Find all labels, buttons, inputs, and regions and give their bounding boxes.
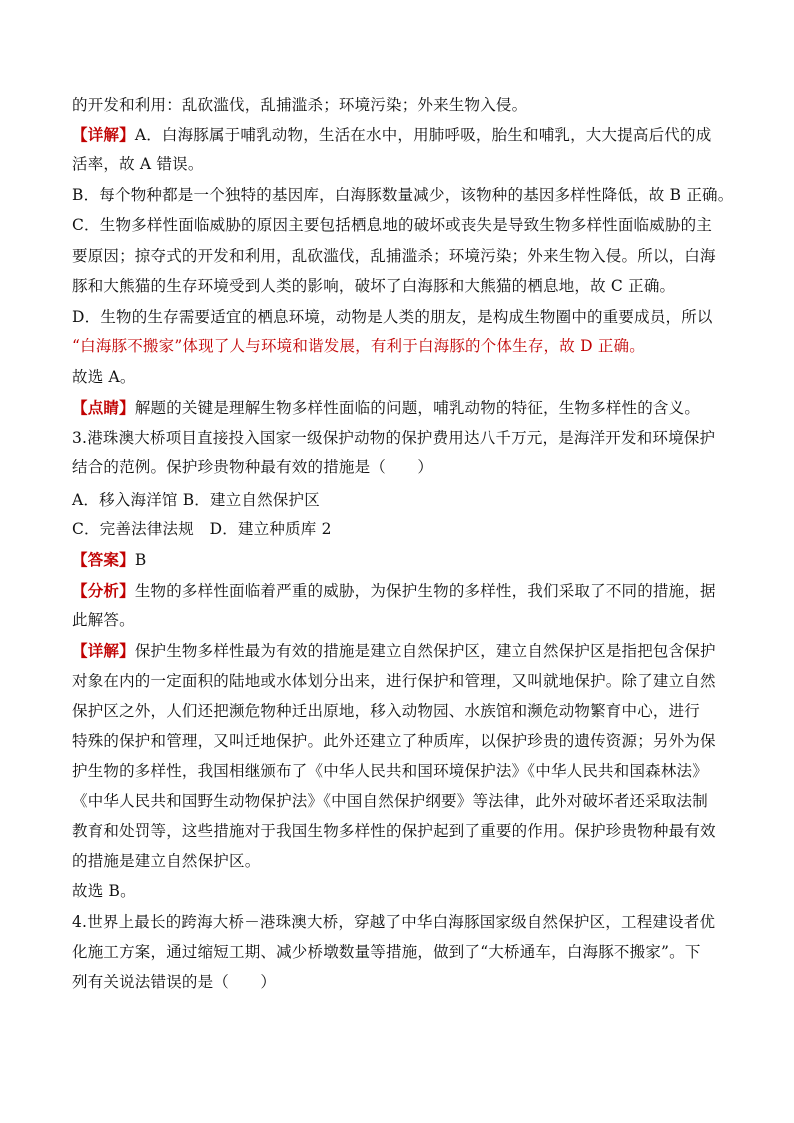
line-text: 化施工方案，通过缩短工期、减少桥墩数量等措施，做到了“大桥通车，白海豚不搬家”。下 — [72, 943, 701, 961]
section-tag: 【答案】 — [72, 550, 135, 569]
line-text: 故选 B。 — [72, 882, 136, 900]
line-text: 解题的关键是理解生物多样性面临的问题，哺乳动物的特征，生物多样性的含义。 — [134, 399, 701, 417]
line-text: 保护区之外，人们还把濒危物种迁出原地，移入动物园、水族馆和濒危动物繁育中心，进行 — [72, 702, 701, 720]
text-line — [72, 489, 320, 511]
line-text: 《中华人民共和国野生动物保护法》《中国自然保护纲要》等法律，此外对破坏者还采取法制 — [72, 792, 708, 810]
text-line — [72, 184, 733, 206]
text-line — [72, 153, 204, 175]
text-line — [72, 911, 715, 933]
line-text: 故选 A。 — [72, 368, 136, 386]
line-text: C．生物多样性面临威胁的原因主要包括栖息地的破坏或丧失是导致生物多样性面临威胁的主 — [72, 216, 713, 234]
text-line — [72, 456, 433, 478]
text-line — [72, 760, 708, 782]
line-text: 护生物的多样性，我国相继颁布了《中华人民共和国环境保护法》《中华人民共和国森林法》 — [72, 762, 708, 780]
text-line — [72, 820, 716, 842]
line-text: 豚和大熊猫的生存环境受到人类的影响，破坏了白海豚和大熊猫的栖息地，故 C 正确。 — [72, 277, 676, 295]
line-text: A．移入海洋馆 B．建立自然保护区 — [72, 491, 320, 509]
line-text: 对象在内的一定面积的陆地或水体划分出来，进行保护和管理，又叫就地保护。除了建立自然 — [72, 672, 716, 690]
section-tag: 【分析】 — [72, 581, 135, 600]
text-line — [72, 730, 716, 752]
text-line — [72, 640, 716, 662]
line-text: 列有关说法错误的是（ ） — [72, 973, 277, 991]
text-line — [72, 306, 713, 328]
text-line — [72, 880, 136, 902]
line-text: 要原因；掠夺式的开发和利用，乱砍滥伐，乱捕滥杀；环境污染；外来生物入侵。所以，白海 — [72, 247, 716, 265]
text-line — [72, 124, 711, 146]
line-text: 的措施是建立自然保护区。 — [72, 852, 261, 870]
text-line — [72, 580, 716, 602]
line-text: 结合的范例。保护珍贵物种最有效的措施是（ ） — [72, 458, 434, 476]
text-line — [72, 549, 146, 571]
text-line — [72, 790, 708, 812]
line-text: 活率，故 A 错误。 — [72, 155, 204, 173]
line-text: D．生物的生存需要适宜的栖息环境，动物是人类的朋友，是构成生物圈中的重要成员，所以 — [72, 308, 713, 326]
section-tag: 【详解】 — [72, 641, 135, 660]
line-text: “白海豚不搬家”体现了人与环境和谐发展，有利于白海豚的个体生存，故 D 正确。 — [72, 337, 645, 355]
line-text: C．完善法律法规 D．建立种质库 2 — [72, 520, 332, 538]
line-text: 教育和处罚等，这些措施对于我国生物多样性的保护起到了重要的作用。保护珍贵物种最有效 — [72, 822, 716, 840]
line-text: 保护生物多样性最为有效的措施是建立自然保护区，建立自然保护区是指把包含保护 — [134, 642, 716, 660]
line-text: 4.世界上最长的跨海大桥－港珠澳大桥，穿越了中华白海豚国家级自然保护区，工程建设者优 — [72, 913, 716, 931]
line-text: B．每个物种都是一个独特的基因库，白海豚数量减少，该物种的基因多样性降低，故 B 正确。 — [72, 186, 734, 204]
text-line — [72, 518, 332, 540]
text-line — [72, 700, 700, 722]
text-line — [72, 214, 712, 236]
text-line — [72, 275, 675, 297]
text-line — [72, 94, 527, 116]
line-text: 的开发和利用：乱砍滥伐，乱捕滥杀；环境污染；外来生物入侵。 — [72, 96, 528, 114]
text-line — [72, 941, 701, 963]
text-line — [72, 245, 716, 267]
text-line — [72, 397, 700, 419]
line-text: 生物的多样性面临着严重的威胁，为保护生物的多样性，我们采取了不同的措施，据 — [134, 582, 716, 600]
line-text: 特殊的保护和管理，又叫迁地保护。此外还建立了种质库，以保护珍贵的遗传资源；另外为保 — [72, 732, 716, 750]
text-line — [72, 335, 645, 357]
line-text: B — [134, 551, 147, 569]
text-line — [72, 366, 136, 388]
line-text: 3.港珠澳大桥项目直接投入国家一级保护动物的保护费用达八千万元，是海洋开发和环境保护 — [72, 429, 716, 447]
text-line — [72, 670, 716, 692]
line-text: 此解答。 — [72, 611, 135, 629]
text-line — [72, 609, 135, 631]
section-tag: 【点睛】 — [72, 398, 135, 417]
text-line — [72, 971, 276, 993]
line-text: A．白海豚属于哺乳动物，生活在水中，用肺呼吸，胎生和哺乳，大大提高后代的成 — [134, 126, 712, 144]
text-line — [72, 427, 715, 449]
section-tag: 【详解】 — [72, 125, 135, 144]
text-line — [72, 850, 260, 872]
